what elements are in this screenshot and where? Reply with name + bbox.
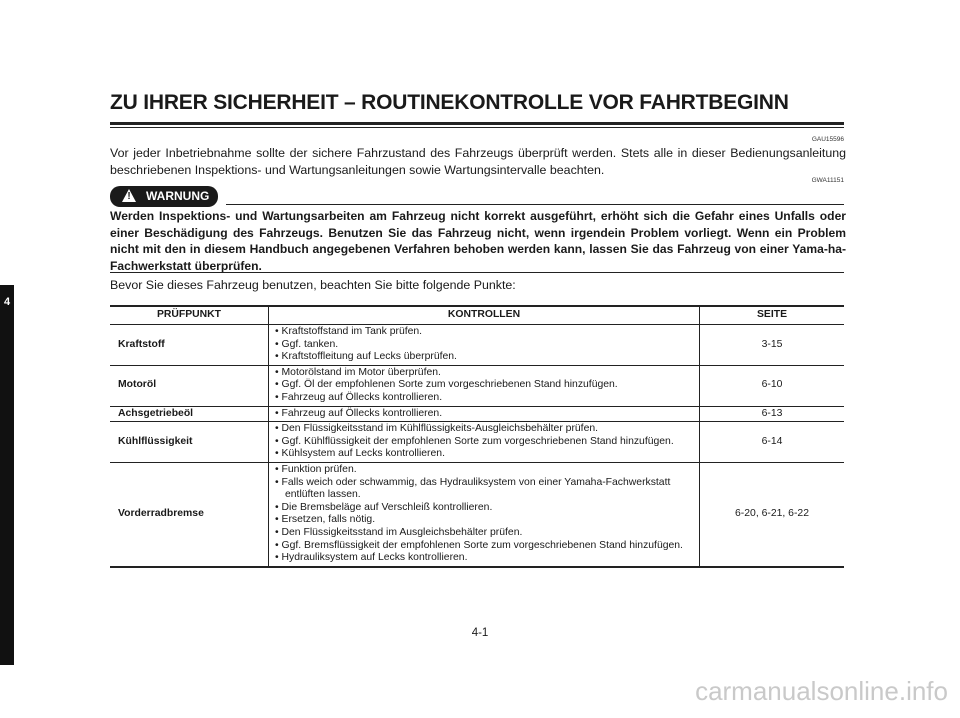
check-step: • Funktion prüfen. xyxy=(275,463,357,475)
row-page: 6-10 xyxy=(700,365,845,406)
lead-sentence: Bevor Sie dieses Fahrzeug benutzen, beachten Sie bitte folgende Punkte: xyxy=(110,278,516,292)
table-row xyxy=(110,422,844,463)
header-checks: KONTROLLEN xyxy=(269,306,700,325)
table-header-row xyxy=(110,306,844,325)
row-item: Kraftstoff xyxy=(110,325,269,366)
chapter-tab-number: 4 xyxy=(3,296,11,308)
warning-badge xyxy=(110,186,218,207)
check-step: • Den Flüssigkeitsstand im Ausgleichsbehälter prüfen. xyxy=(275,526,523,538)
row-checks xyxy=(269,422,700,463)
row-page: 6-13 xyxy=(700,406,845,422)
check-step: • Kraftstoffleitung auf Lecks überprüfen. xyxy=(275,351,457,363)
row-item: Vorderradbremse xyxy=(110,462,269,566)
check-step: • Ggf. Bremsflüssigkeit der empfohlenen Sorte zum vorgeschriebenen Stand hinzufügen. xyxy=(275,539,683,551)
checklist-table xyxy=(110,305,844,568)
row-page: 3-15 xyxy=(700,325,845,366)
row-checks xyxy=(269,365,700,406)
check-step: • Fahrzeug auf Öllecks kontrollieren. xyxy=(275,391,443,403)
header-page: SEITE xyxy=(700,306,845,325)
page-title: ZU IHRER SICHERHEIT – ROUTINEKONTROLLE VOR FAHRTBEGINN xyxy=(110,91,789,114)
check-step: • Hydrauliksystem auf Lecks kontrollieren. xyxy=(275,552,468,564)
check-step: • Ggf. tanken. xyxy=(275,338,339,350)
header-item: PRÜFPUNKT xyxy=(110,306,269,325)
check-step: • Die Bremsbeläge auf Verschleiß kontrollieren. xyxy=(275,501,493,513)
check-step: • Ggf. Öl der empfohlenen Sorte zum vorgeschriebenen Stand hinzufügen. xyxy=(275,379,618,391)
warning-label: WARNUNG xyxy=(146,189,210,203)
check-step: • Kraftstoffstand im Tank prüfen. xyxy=(275,326,423,337)
row-page: 6-20, 6-21, 6-22 xyxy=(700,462,845,566)
warning-text: Werden Inspektions- und Wartungsarbeiten am Fahrzeug nicht korrekt ausgeführt, erhöht sich die Gefahr eines Unfalls oder einer Beschädigung des Fahrzeugs. Benutzen Sie das Fahrzeug nicht, wenn irgendein Problem vorliegt. Wenn ein Problem nicht mit den in diesem Handbuch angegebenen Verfahren behoben werden kann, lassen Sie das Fahrzeug von einer Yama-ha-Fachwerkstatt überprüfen. xyxy=(110,209,846,273)
page-number: 4-1 xyxy=(471,627,489,639)
row-page: 6-14 xyxy=(700,422,845,463)
warning-end-rule xyxy=(110,272,844,273)
row-item: Achsgetriebeöl xyxy=(110,406,269,422)
warning-exclamation: ! xyxy=(127,191,131,202)
table-row xyxy=(110,365,844,406)
row-item: Motoröl xyxy=(110,365,269,406)
watermark: carmanualsonline.info xyxy=(695,676,948,706)
table-row xyxy=(110,462,844,566)
title-rule-thin xyxy=(110,127,844,128)
chapter-side-tab xyxy=(0,285,14,665)
table-row xyxy=(110,325,844,366)
row-item: Kühlflüssigkeit xyxy=(110,422,269,463)
warning-rule xyxy=(226,204,844,205)
check-step: • Ersetzen, falls nötig. xyxy=(275,514,376,526)
row-checks xyxy=(269,406,700,422)
intro-reference-code: GAU15596 xyxy=(811,136,844,143)
check-step: • Kühlsystem auf Lecks kontrollieren. xyxy=(275,448,445,460)
row-checks xyxy=(269,462,700,566)
check-step: • Den Flüssigkeitsstand im Kühlflüssigkeits-Ausgleichsbehälter prüfen. xyxy=(275,423,599,435)
table-row xyxy=(110,406,844,422)
title-rule-thick xyxy=(110,122,844,125)
check-step: • Fahrzeug auf Öllecks kontrollieren. xyxy=(275,407,443,419)
check-step: • Ggf. Kühlflüssigkeit der empfohlenen Sorte zum vorgeschriebenen Stand hinzufügen. xyxy=(275,435,674,447)
check-step: • Motorölstand im Motor überprüfen. xyxy=(275,366,441,378)
row-checks xyxy=(269,325,700,366)
warning-reference-code: GWA11151 xyxy=(811,177,844,184)
intro-paragraph: Vor jeder Inbetriebnahme sollte der sichere Fahrzustand des Fahrzeugs überprüft werden. Stets alle in dieser Bedienungsanleitung beschriebenen Inspektions- und Wartungsanleitungen sowie Wartungsintervalle beachten. xyxy=(110,146,846,177)
check-step: • Falls weich oder schwammig, das Hydrauliksystem von einer Yamaha-Fachwerkstatt entlüften lassen. xyxy=(275,476,671,501)
table-body xyxy=(110,325,844,567)
